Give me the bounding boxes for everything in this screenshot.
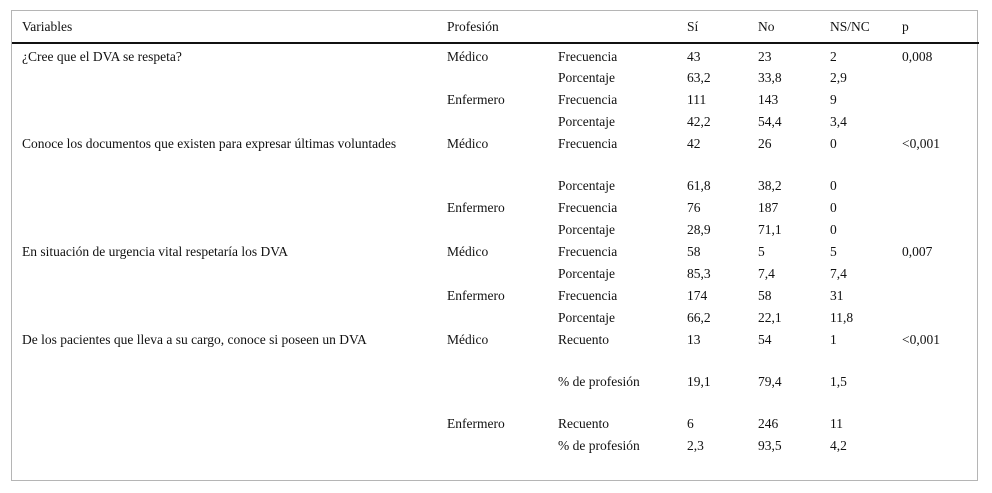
cell-profesion: Enfermero: [447, 200, 505, 215]
cell-si: 76: [687, 200, 701, 215]
cell-si: 2,3: [687, 438, 704, 453]
cell-si: 13: [687, 332, 701, 347]
cell-si: 19,1: [687, 374, 711, 389]
cell-p: [892, 89, 979, 111]
cell-no: 26: [758, 136, 772, 151]
cell-stat: Porcentaje: [558, 310, 615, 325]
cell-no: 23: [758, 49, 772, 64]
table-row: [12, 197, 979, 219]
cell-nsnc: 0: [830, 178, 837, 193]
cell-variable: [12, 263, 437, 285]
cell-profesion: [437, 219, 548, 241]
cell-profesion: Enfermero: [447, 416, 505, 431]
cell-p: [892, 197, 979, 219]
cell-no: 58: [758, 288, 772, 303]
header-si: Sí: [677, 11, 748, 43]
cell-stat: Porcentaje: [558, 178, 615, 193]
cell-no: 22,1: [758, 310, 782, 325]
header-profesion: Profesión: [437, 11, 548, 43]
cell-stat: Porcentaje: [558, 222, 615, 237]
cell-si: 42,2: [687, 114, 711, 129]
cell-no: 7,4: [758, 266, 775, 281]
cell-variable: [12, 89, 437, 111]
cell-profesion: [437, 175, 548, 197]
cell-no: 54: [758, 332, 772, 347]
cell-no: 246: [758, 416, 779, 431]
cell-si: 63,2: [687, 70, 711, 85]
header-row: [12, 11, 979, 43]
table-row: [12, 371, 979, 413]
header-no: No: [748, 11, 820, 43]
cell-no: 5: [758, 244, 765, 259]
cell-variable: ¿Cree que el DVA se respeta?: [22, 49, 182, 64]
header-p: p: [892, 11, 979, 43]
cell-variable: [12, 435, 437, 477]
cell-profesion: [437, 307, 548, 329]
cell-profesion: [437, 435, 548, 477]
cell-profesion: Médico: [447, 244, 489, 259]
cell-profesion: [437, 263, 548, 285]
cell-stat: Frecuencia: [558, 92, 618, 107]
cell-stat: % de profesión: [558, 374, 640, 389]
cell-stat: Porcentaje: [558, 114, 615, 129]
table-row: [12, 435, 979, 477]
cell-p: [892, 307, 979, 329]
cell-nsnc: 0: [830, 222, 837, 237]
cell-si: 42: [687, 136, 701, 151]
cell-variable: [12, 371, 437, 413]
cell-stat: Frecuencia: [558, 288, 618, 303]
cell-p: [892, 285, 979, 307]
table-row: [12, 263, 979, 285]
cell-nsnc: 9: [830, 92, 837, 107]
cell-si: 66,2: [687, 310, 711, 325]
cell-p: [892, 371, 979, 413]
cell-p: [892, 435, 979, 477]
table-row: [12, 89, 979, 111]
cell-no: 54,4: [758, 114, 782, 129]
cell-nsnc: 31: [830, 288, 844, 303]
cell-nsnc: 3,4: [830, 114, 847, 129]
cell-nsnc: 0: [830, 200, 837, 215]
cell-stat: % de profesión: [558, 438, 640, 453]
cell-variable: [12, 197, 437, 219]
cell-profesion: [437, 111, 548, 133]
cell-nsnc: 2,9: [830, 70, 847, 85]
cell-p: <0,001: [902, 332, 940, 347]
cell-stat: Frecuencia: [558, 136, 618, 151]
cell-stat: Frecuencia: [558, 244, 618, 259]
results-table: [12, 11, 979, 477]
header-nsnc: NS/NC: [820, 11, 892, 43]
cell-si: 58: [687, 244, 701, 259]
cell-variable: [12, 111, 437, 133]
cell-p: [892, 413, 979, 435]
table-row: [12, 329, 979, 371]
cell-no: 33,8: [758, 70, 782, 85]
cell-si: 174: [687, 288, 708, 303]
cell-profesion: [437, 67, 548, 89]
cell-nsnc: 7,4: [830, 266, 847, 281]
cell-stat: Porcentaje: [558, 70, 615, 85]
cell-stat: Frecuencia: [558, 200, 618, 215]
cell-p: [892, 219, 979, 241]
cell-variable: [12, 219, 437, 241]
cell-nsnc: 0: [830, 136, 837, 151]
cell-stat: Recuento: [558, 332, 609, 347]
cell-profesion: Médico: [447, 49, 489, 64]
cell-nsnc: 1: [830, 332, 837, 347]
cell-p: [892, 111, 979, 133]
table-row: [12, 111, 979, 133]
cell-no: 71,1: [758, 222, 782, 237]
cell-no: 187: [758, 200, 779, 215]
cell-stat: Recuento: [558, 416, 609, 431]
cell-variable: [12, 175, 437, 197]
cell-nsnc: 11: [830, 416, 843, 431]
cell-p: [892, 67, 979, 89]
table-row: [12, 175, 979, 197]
cell-p: 0,008: [902, 49, 933, 64]
cell-variable: [12, 285, 437, 307]
cell-nsnc: 5: [830, 244, 837, 259]
cell-p: <0,001: [902, 136, 940, 151]
cell-profesion: Enfermero: [447, 288, 505, 303]
cell-si: 61,8: [687, 178, 711, 193]
cell-p: [892, 263, 979, 285]
cell-no: 79,4: [758, 374, 782, 389]
table-row: [12, 43, 979, 67]
table-row: [12, 241, 979, 263]
cell-nsnc: 11,8: [830, 310, 854, 325]
cell-variable: [12, 67, 437, 89]
cell-si: 111: [687, 92, 707, 107]
header-variables: Variables: [12, 11, 437, 43]
table-body: [12, 43, 979, 477]
table-row: [12, 413, 979, 435]
table-row: [12, 133, 979, 175]
cell-p: 0,007: [902, 244, 933, 259]
cell-variable: [12, 413, 437, 435]
cell-si: 85,3: [687, 266, 711, 281]
cell-si: 28,9: [687, 222, 711, 237]
cell-stat: Porcentaje: [558, 266, 615, 281]
cell-variable: [12, 307, 437, 329]
cell-no: 143: [758, 92, 779, 107]
cell-profesion: [437, 371, 548, 413]
cell-no: 93,5: [758, 438, 782, 453]
cell-profesion: Médico: [447, 136, 489, 151]
cell-stat: Frecuencia: [558, 49, 618, 64]
cell-nsnc: 4,2: [830, 438, 847, 453]
table-row: [12, 307, 979, 329]
table-row: [12, 67, 979, 89]
header-stat: [548, 11, 677, 43]
cell-profesion: Enfermero: [447, 92, 505, 107]
cell-profesion: Médico: [447, 332, 489, 347]
cell-variable: En situación de urgencia vital respetaría los DVA: [22, 244, 289, 259]
cell-no: 38,2: [758, 178, 782, 193]
cell-variable: Conoce los documentos que existen para expresar últimas voluntades: [22, 136, 397, 151]
cell-variable: De los pacientes que lleva a su cargo, conoce si poseen un DVA: [22, 332, 367, 347]
cell-si: 43: [687, 49, 701, 64]
table-row: [12, 285, 979, 307]
results-table-container: [11, 10, 978, 481]
cell-si: 6: [687, 416, 694, 431]
table-row: [12, 219, 979, 241]
cell-nsnc: 1,5: [830, 374, 847, 389]
cell-nsnc: 2: [830, 49, 837, 64]
cell-p: [892, 175, 979, 197]
